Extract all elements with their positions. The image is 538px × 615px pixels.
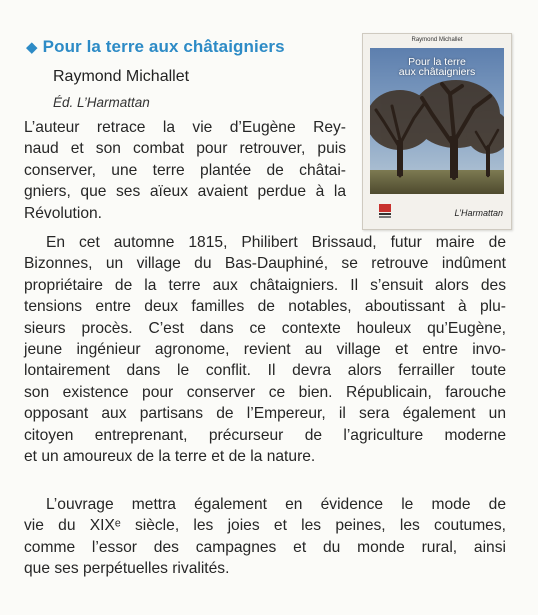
paragraph-2 [24, 232, 506, 467]
text-line: jeune ingénieur agronome, revient au village et entre invo- [24, 341, 506, 359]
text-line: comme l’essor des campagnes et du monde rural, ainsi [24, 538, 506, 556]
cover-title-line: Pour la terre [408, 56, 466, 68]
text-line: que ses perpétuelles rivalités. [24, 560, 230, 578]
text-line: gniers, que ses aïeux avaient perdue à la [24, 183, 346, 201]
text-line: lontairement dans le conflit. Il devra alors ferrailler toute [24, 362, 506, 380]
article-title: Pour la terre aux châtaigniers [42, 37, 285, 56]
text-line: Révolution. [24, 204, 103, 222]
article-publisher: Éd. L’Harmattan [53, 95, 150, 110]
text-line: son existence pour conserver ce bien. Républicain, farouche [24, 383, 506, 401]
book-cover [362, 33, 512, 230]
cover-publisher: L’Harmattan [454, 208, 503, 218]
paragraph-1 [24, 117, 346, 224]
text-line: et un amoureux de la terre et de la nature. [24, 448, 316, 466]
text-line: Bizonnes, un village du Bas-Dauphiné, se retrouve indûment [24, 255, 506, 273]
article-heading [26, 37, 285, 57]
cover-title-line: aux châtaigniers [398, 66, 476, 78]
text-line: conserver, une terre plantée de châtai- [24, 161, 346, 179]
cover-illustration [370, 48, 504, 194]
cover-title [370, 57, 504, 77]
text-line: sieurs procès. C’est dans ce contexte houleux qu’Eugène, [24, 319, 506, 337]
text-line: tensions entre deux familles de notables, aboutissant à plu- [24, 298, 506, 316]
paragraph-3 [24, 494, 506, 580]
text-line: naud et son combat pour retrouver, puis [24, 140, 346, 158]
text-line: L’ouvrage mettra également en évidence le mode de [46, 496, 506, 513]
cover-author: Raymond Michallet [411, 37, 463, 43]
text-line: citoyen entreprenant, précurseur de l’agriculture moderne [24, 426, 506, 444]
text-line: L’auteur retrace la vie d’Eugène Rey- [24, 119, 346, 136]
text-line: opposant aux partisans de l’Empereur, il sera également un [24, 405, 506, 423]
text-line: En cet automne 1815, Philibert Brissaud, futur maire de [46, 234, 506, 251]
text-line: propriétaire de la terre aux châtaigniers. Il s’ensuit alors des [24, 276, 506, 294]
publisher-logo-icon [377, 202, 393, 220]
article-author: Raymond Michallet [53, 68, 190, 85]
text-line: vie du XIXᵉ siècle, les joies et les peines, les coutumes, [24, 517, 506, 535]
diamond-icon: ◆ [26, 39, 38, 56]
